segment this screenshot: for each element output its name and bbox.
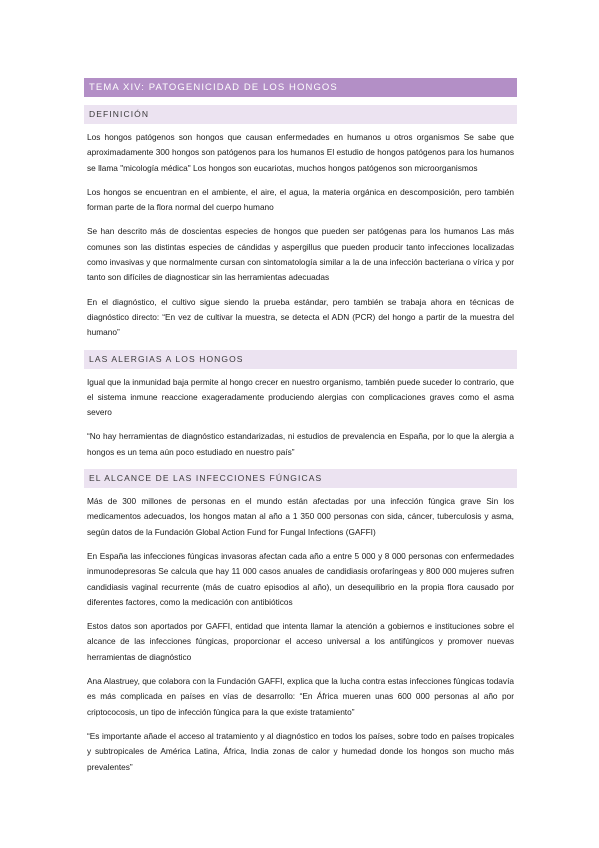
paragraph: Estos datos son aportados por GAFFI, entidad que intenta llamar la atención a gobiernos e instituciones sobre el alcance de las infecciones fúngicas, proporcionar el acceso universal a los antifúngicos y promover nuevas herramientas de diagnóstico [87,621,514,662]
paragraph: Se han descrito más de doscientas especies de hongos que pueden ser patógenas para los humanos Las más comunes son las distintas especies de cándidas y aspergillus que pueden producir tanto infecciones localizadas como invasivas y que normalmente cursan con sintomatología similar a la de una infección bacteriana o vírica y por tanto son difíciles de diagnosticar sin las herramientas adecuadas [87,226,514,283]
page-title: TEMA XIV: PATOGENICIDAD DE LOS HONGOS [84,78,517,97]
section-heading-alcance: EL ALCANCE DE LAS INFECCIONES FÚNGICAS [84,469,517,488]
paragraph: “Es importante añade el acceso al tratamiento y al diagnóstico en todos los países, sobre todo en países tropicales y subtropicales de América Latina, África, India zonas de calor y humedad donde los hongos son mucho más prevalentes” [87,730,514,772]
paragraph: “No hay herramientas de diagnóstico estandarizadas, ni estudios de prevalencia en España, por lo que la alergia a hongos es un tema aún poco estudiado en nuestro país” [87,431,514,457]
paragraph: Ana Alastruey, que colabora con la Fundación GAFFI, explica que la lucha contra estas infecciones fúngicas todavía es más complicada en países en vías de desarrollo: “En África mueren unas 600 000 personas al año por criptococosis, un tipo de infección fúngica para la que existe tratamiento” [87,676,514,717]
section-heading-definicion: DEFINICIÓN [84,105,517,124]
paragraph: Los hongos se encuentran en el ambiente, el aire, el agua, la materia orgánica en descomposición, pero también forman parte de la flora normal del cuerpo humano [87,186,514,213]
paragraph: En España las infecciones fúngicas invasoras afectan cada año a entre 5 000 y 8 000 personas con enfermedades inmunodepresoras Se calcula que hay 11 000 casos anuales de candidiasis orofaríngeas y 800 000 mujeres sufren candidiasis vaginal recurrente (más de cuatro episodios al año), un desequilibrio en la propia flora causado por diferentes factores, como la medicación con antibióticos [87,550,514,607]
paragraph: Igual que la inmunidad baja permite al hongo crecer en nuestro organismo, también puede suceder lo contrario, que el sistema inmune reaccione exageradamente produciendo alergias con complicaciones graves como el asma severo [87,376,514,418]
paragraph: Los hongos patógenos son hongos que causan enfermedades en humanos u otros organismos Se sabe que aproximadamente 300 hongos son patógenos para los humanos El estudio de hongos patógenos para los humanos se llama "micología médica" Los hongos son eucariotas, muchos hongos patógenos son microorganismos [87,132,514,173]
section-heading-alergias: LAS ALERGIAS A LOS HONGOS [84,350,517,369]
paragraph: Más de 300 millones de personas en el mundo están afectadas por una infección fúngica grave Sin los medicamentos adecuados, los hongos matan al año a 1 350 000 personas con sida, cáncer, tuberculosis y asma, según datos de la Fundación Global Action Fund for Fungal Infections (GAFFI) [87,496,514,537]
paragraph: En el diagnóstico, el cultivo sigue siendo la prueba estándar, pero también se trabaja ahora en técnicas de diagnóstico directo: “En vez de cultivar la muestra, se detecta el ADN (PCR) del hongo a partir de la muestra del humano” [87,296,514,338]
document-page [84,78,517,784]
